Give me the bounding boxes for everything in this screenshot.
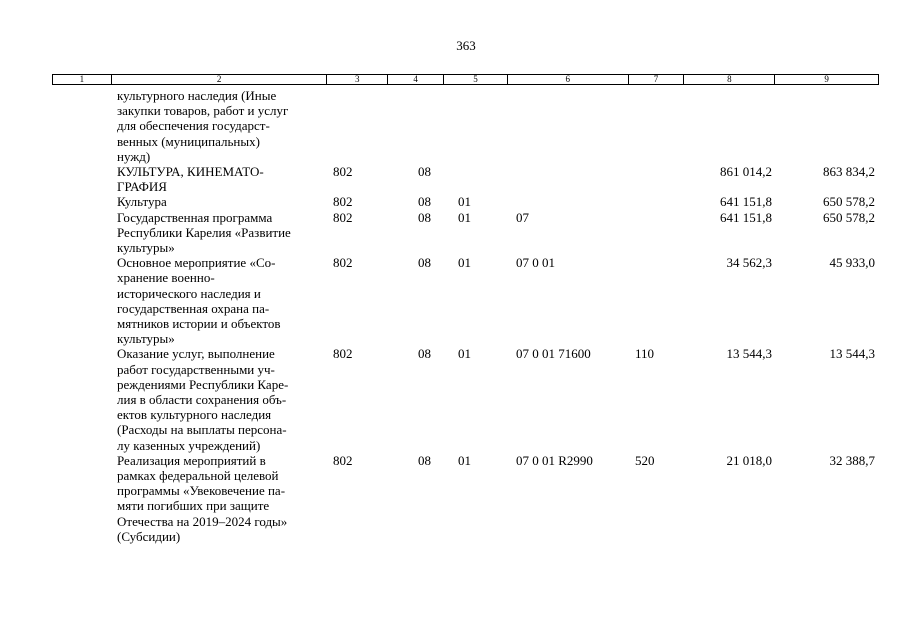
table-row — [52, 255, 879, 346]
cell-col6 — [508, 164, 629, 194]
page-number: 363 — [456, 38, 476, 53]
cell-col3: 802 — [333, 452, 353, 468]
column-header-9: 9 — [824, 74, 829, 84]
cell-col1 — [52, 164, 111, 194]
cell-col3: 802 — [333, 209, 353, 225]
cell-col9: 45 933,0 — [829, 255, 875, 271]
cell-col3: 802 — [333, 346, 353, 362]
cell-col5: 01 — [458, 255, 471, 271]
table-row — [52, 194, 879, 209]
cell-col5: 01 — [458, 346, 471, 362]
table-row — [52, 164, 879, 194]
cell-name: культурного наследия (Иные закупки товаров, работ и услуг для обеспечения государст- венных (муниципальных) нужд) — [117, 88, 289, 164]
cell-col8: 861 014,2 — [720, 164, 772, 180]
cell-col7: 520 — [635, 452, 655, 468]
cell-col1 — [52, 210, 111, 256]
column-header-8: 8 — [684, 75, 775, 84]
cell-col8: 13 544,3 — [726, 346, 772, 362]
column-header-6: 6 — [508, 75, 629, 84]
cell-col4: 08 — [418, 209, 431, 225]
cell-col3: 802 — [333, 164, 353, 180]
cell-col5: 01 — [458, 194, 471, 210]
column-header-2: 2 — [112, 75, 327, 84]
column-header-5: 5 — [444, 75, 508, 84]
cell-col9: 650 578,2 — [823, 209, 875, 225]
cell-col8 — [685, 88, 776, 164]
cell-col6 — [508, 88, 629, 164]
cell-col9: 32 388,7 — [829, 452, 875, 468]
cell-name: КУЛЬТУРА, КИНЕМАТО- ГРАФИЯ — [117, 164, 264, 195]
cell-col1 — [52, 346, 111, 452]
cell-col8: 641 151,8 — [720, 194, 772, 210]
cell-col3 — [327, 88, 388, 164]
cell-col3: 802 — [333, 255, 353, 271]
cell-col5: 01 — [458, 452, 471, 468]
column-header-4: 4 — [388, 75, 444, 84]
cell-col5: 01 — [458, 209, 471, 225]
cell-col4: 08 — [418, 194, 431, 210]
table-row — [52, 210, 879, 256]
cell-col4: 08 — [418, 164, 431, 180]
cell-col9: 863 834,2 — [823, 164, 875, 180]
cell-col6: 07 — [516, 209, 529, 225]
cell-col1 — [52, 255, 111, 346]
cell-col4: 08 — [418, 255, 431, 271]
cell-col5 — [444, 164, 508, 194]
table-row — [52, 346, 879, 452]
cell-col9 — [776, 88, 879, 164]
cell-col6 — [508, 194, 629, 209]
cell-col8: 34 562,3 — [726, 255, 772, 271]
cell-col9: 650 578,2 — [823, 194, 875, 210]
cell-col1 — [52, 194, 111, 209]
cell-col4: 08 — [418, 346, 431, 362]
table-body — [52, 88, 879, 544]
cell-col7 — [629, 164, 685, 194]
cell-col5 — [444, 88, 508, 164]
cell-name: Культура — [117, 194, 167, 210]
cell-col1 — [52, 88, 111, 164]
cell-name: Государственная программа Республики Карелия «Развитие культуры» — [117, 209, 291, 256]
column-header-7: 7 — [629, 75, 685, 84]
cell-col7 — [629, 255, 685, 346]
cell-col8: 21 018,0 — [726, 452, 772, 468]
cell-col6: 07 0 01 — [516, 255, 555, 271]
cell-name: Реализация мероприятий в рамках федеральной целевой программы «Увековечение па- мяти погибших при защите Отечества на 2019–2024 годы» (Субсидии) — [117, 452, 288, 544]
cell-col9: 13 544,3 — [829, 346, 875, 362]
cell-col7: 110 — [635, 346, 655, 362]
cell-col7 — [629, 194, 685, 209]
cell-col4 — [388, 88, 444, 164]
table-row — [52, 88, 879, 164]
cell-col6: 07 0 01 71600 — [516, 346, 591, 362]
column-header-3: 3 — [327, 75, 388, 84]
cell-name: Основное мероприятие «Со- хранение военно- исторического наследия и государственная охрана па- мятников истории и объектов культуры» — [117, 255, 281, 347]
cell-col7 — [629, 210, 685, 256]
column-header-1: 1 — [53, 75, 112, 84]
cell-col3: 802 — [333, 194, 353, 210]
cell-col4: 08 — [418, 452, 431, 468]
table-row — [52, 453, 879, 544]
cell-col1 — [52, 453, 111, 544]
cell-name: Оказание услуг, выполнение работ государственными уч- реждениями Республики Каре- лия в области сохранения объ- ектов культурного наследия (Расходы на выплаты персона- лу казенных учреждений) — [117, 346, 289, 453]
table-header — [52, 74, 879, 85]
cell-col7 — [629, 88, 685, 164]
cell-col8: 641 151,8 — [720, 209, 772, 225]
cell-col6: 07 0 01 R2990 — [516, 452, 593, 468]
